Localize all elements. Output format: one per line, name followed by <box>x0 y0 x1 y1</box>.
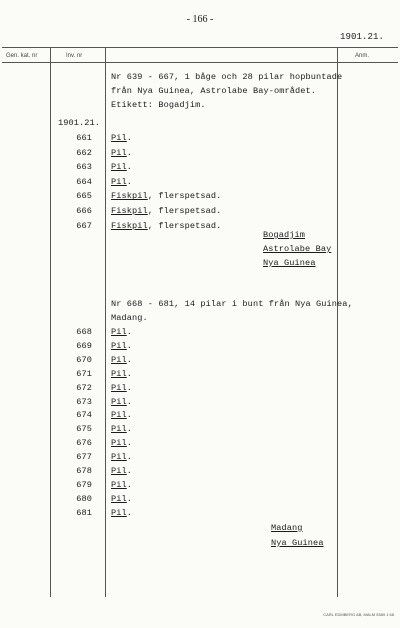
block2-row-inv-nr: 672 <box>76 382 92 393</box>
block1-row-object-type: Pil <box>111 147 127 158</box>
block1-place-1: Bogadjim <box>263 230 306 240</box>
block1-row-inv-nr: 661 <box>76 133 92 143</box>
block1-row-description <box>111 221 221 231</box>
block2-row-object-type: Pil <box>111 507 127 518</box>
block2-row-description <box>111 327 132 337</box>
block1-year: 1901.21. <box>58 118 101 128</box>
block1-row-object-detail: . <box>126 176 133 187</box>
block2-row-description <box>111 410 132 420</box>
block2-row-object-detail: . <box>126 507 133 518</box>
block1-row-object-type: Pil <box>111 162 127 173</box>
block2-row-description <box>111 494 132 504</box>
block2-row-description <box>111 383 132 393</box>
col-divider-3 <box>337 47 338 597</box>
col-inv: Inv. nr <box>66 53 83 59</box>
block1-row-object-type: Fiskpil <box>111 191 148 202</box>
block2-row-object-detail: . <box>126 452 133 463</box>
footer-printer-mark: CARL EDMBERG AB, MALM 5389 1 68 <box>323 612 394 617</box>
block2-row-inv-nr: 670 <box>76 354 92 365</box>
block1-row-inv-nr: 663 <box>76 162 92 173</box>
block2-row-object-type: Pil <box>111 493 127 504</box>
block1-row-object-detail: , flerspetsad. <box>147 206 222 216</box>
block1-row-inv-nr: 665 <box>76 191 92 202</box>
block1-intro-line-2: från Nya Guinea, Astrolabe Bay-området. <box>111 86 317 96</box>
block2-row-inv-nr: 671 <box>76 368 92 379</box>
block1-row-description <box>111 162 132 172</box>
block2-row-inv-nr: 673 <box>76 396 92 407</box>
block2-row-object-detail: . <box>126 438 133 449</box>
block2-row-object-type: Pil <box>111 354 127 365</box>
block2-row-description <box>111 480 132 490</box>
block1-row-description <box>111 177 132 187</box>
col-gen-kat: Gen. kat. nr <box>6 53 38 59</box>
block2-row-object-type: Pil <box>111 452 127 463</box>
block2-row-inv-nr: 679 <box>76 479 92 490</box>
block2-row-object-detail: . <box>126 396 133 407</box>
block2-place-2: Nya Guinea <box>271 538 324 548</box>
block1-row-object-type: Pil <box>111 133 127 143</box>
header-rule <box>2 47 398 48</box>
block2-row-description <box>111 508 132 518</box>
block2-row-description <box>111 466 132 476</box>
block1-row-inv-nr: 666 <box>76 206 92 216</box>
block2-row-object-detail: . <box>126 354 133 365</box>
col-divider-2 <box>105 47 106 597</box>
block2-row-object-type: Pil <box>111 438 127 449</box>
block1-row-object-type: Pil <box>111 176 127 187</box>
block1-intro-line-1: Nr 639 - 667, 1 båge och 28 pilar hopbuntade <box>111 72 343 82</box>
block2-row-inv-nr: 677 <box>76 452 92 463</box>
block2-row-object-type: Pil <box>111 382 127 393</box>
block2-row-object-detail: . <box>126 479 133 490</box>
block1-row-object-detail: . <box>126 147 133 158</box>
block2-row-description <box>111 452 132 462</box>
block1-row-description <box>111 191 221 201</box>
block2-place-1: Madang <box>271 523 303 533</box>
block2-row-inv-nr: 680 <box>76 493 92 504</box>
block2-row-description <box>111 355 132 365</box>
block2-row-object-type: Pil <box>111 479 127 490</box>
block2-row-object-detail: . <box>126 410 133 421</box>
block2-row-description <box>111 369 132 379</box>
year-header: 1901.21. <box>340 32 385 42</box>
block2-row-object-detail: . <box>126 493 133 504</box>
block2-row-inv-nr: 676 <box>76 438 92 449</box>
block2-row-inv-nr: 675 <box>76 424 92 435</box>
block1-row-description <box>111 206 221 216</box>
block1-row-inv-nr: 664 <box>76 176 92 187</box>
block2-row-inv-nr: 674 <box>76 410 92 421</box>
block2-row-object-type: Pil <box>111 466 127 476</box>
page-number: - 166 - <box>186 14 214 25</box>
block2-row-object-type: Pil <box>111 410 127 421</box>
block2-row-inv-nr: 668 <box>76 327 92 337</box>
block2-row-object-detail: . <box>126 424 133 435</box>
block2-intro-line-2: Madang. <box>111 313 148 323</box>
col-anm: Anm. <box>355 53 370 59</box>
block2-row-description <box>111 424 132 434</box>
block2-row-inv-nr: 681 <box>76 507 92 518</box>
block2-row-object-type: Pil <box>111 424 127 435</box>
block2-row-description <box>111 438 132 448</box>
block2-row-object-type: Pil <box>111 396 127 407</box>
block2-row-object-detail: . <box>126 327 133 337</box>
block2-row-object-type: Pil <box>111 340 127 351</box>
block2-row-object-detail: . <box>126 340 133 351</box>
block1-place-2: Astrolabe Bay <box>263 244 332 254</box>
block2-row-object-detail: . <box>126 466 133 476</box>
col-divider-1 <box>50 47 51 597</box>
block2-row-inv-nr: 678 <box>76 466 92 476</box>
header-rule-2 <box>2 62 398 63</box>
block2-row-object-type: Pil <box>111 368 127 379</box>
block2-row-object-detail: . <box>126 368 133 379</box>
block1-row-inv-nr: 667 <box>76 220 92 231</box>
block2-intro-line-1: Nr 668 - 681, 14 pilar i bunt från Nya Guinea, <box>111 299 353 309</box>
block2-row-object-detail: . <box>126 382 133 393</box>
block1-place-3: Nya Guinea <box>263 258 316 268</box>
block2-row-description <box>111 397 132 407</box>
block1-row-object-type: Fiskpil <box>111 206 148 216</box>
block1-row-object-detail: . <box>126 133 133 143</box>
block1-intro-line-3: Etikett: Bogadjim. <box>111 100 206 110</box>
block1-row-inv-nr: 662 <box>76 147 92 158</box>
block1-row-description <box>111 148 132 158</box>
block1-row-description <box>111 133 132 143</box>
block1-row-object-detail: . <box>126 162 133 173</box>
block2-row-description <box>111 341 132 351</box>
block1-row-object-detail: , flerspetsad. <box>147 220 222 231</box>
block2-row-object-type: Pil <box>111 327 127 337</box>
block1-row-object-type: Fiskpil <box>111 220 148 231</box>
block1-row-object-detail: , flerspetsad. <box>147 191 222 202</box>
block2-row-inv-nr: 669 <box>76 340 92 351</box>
